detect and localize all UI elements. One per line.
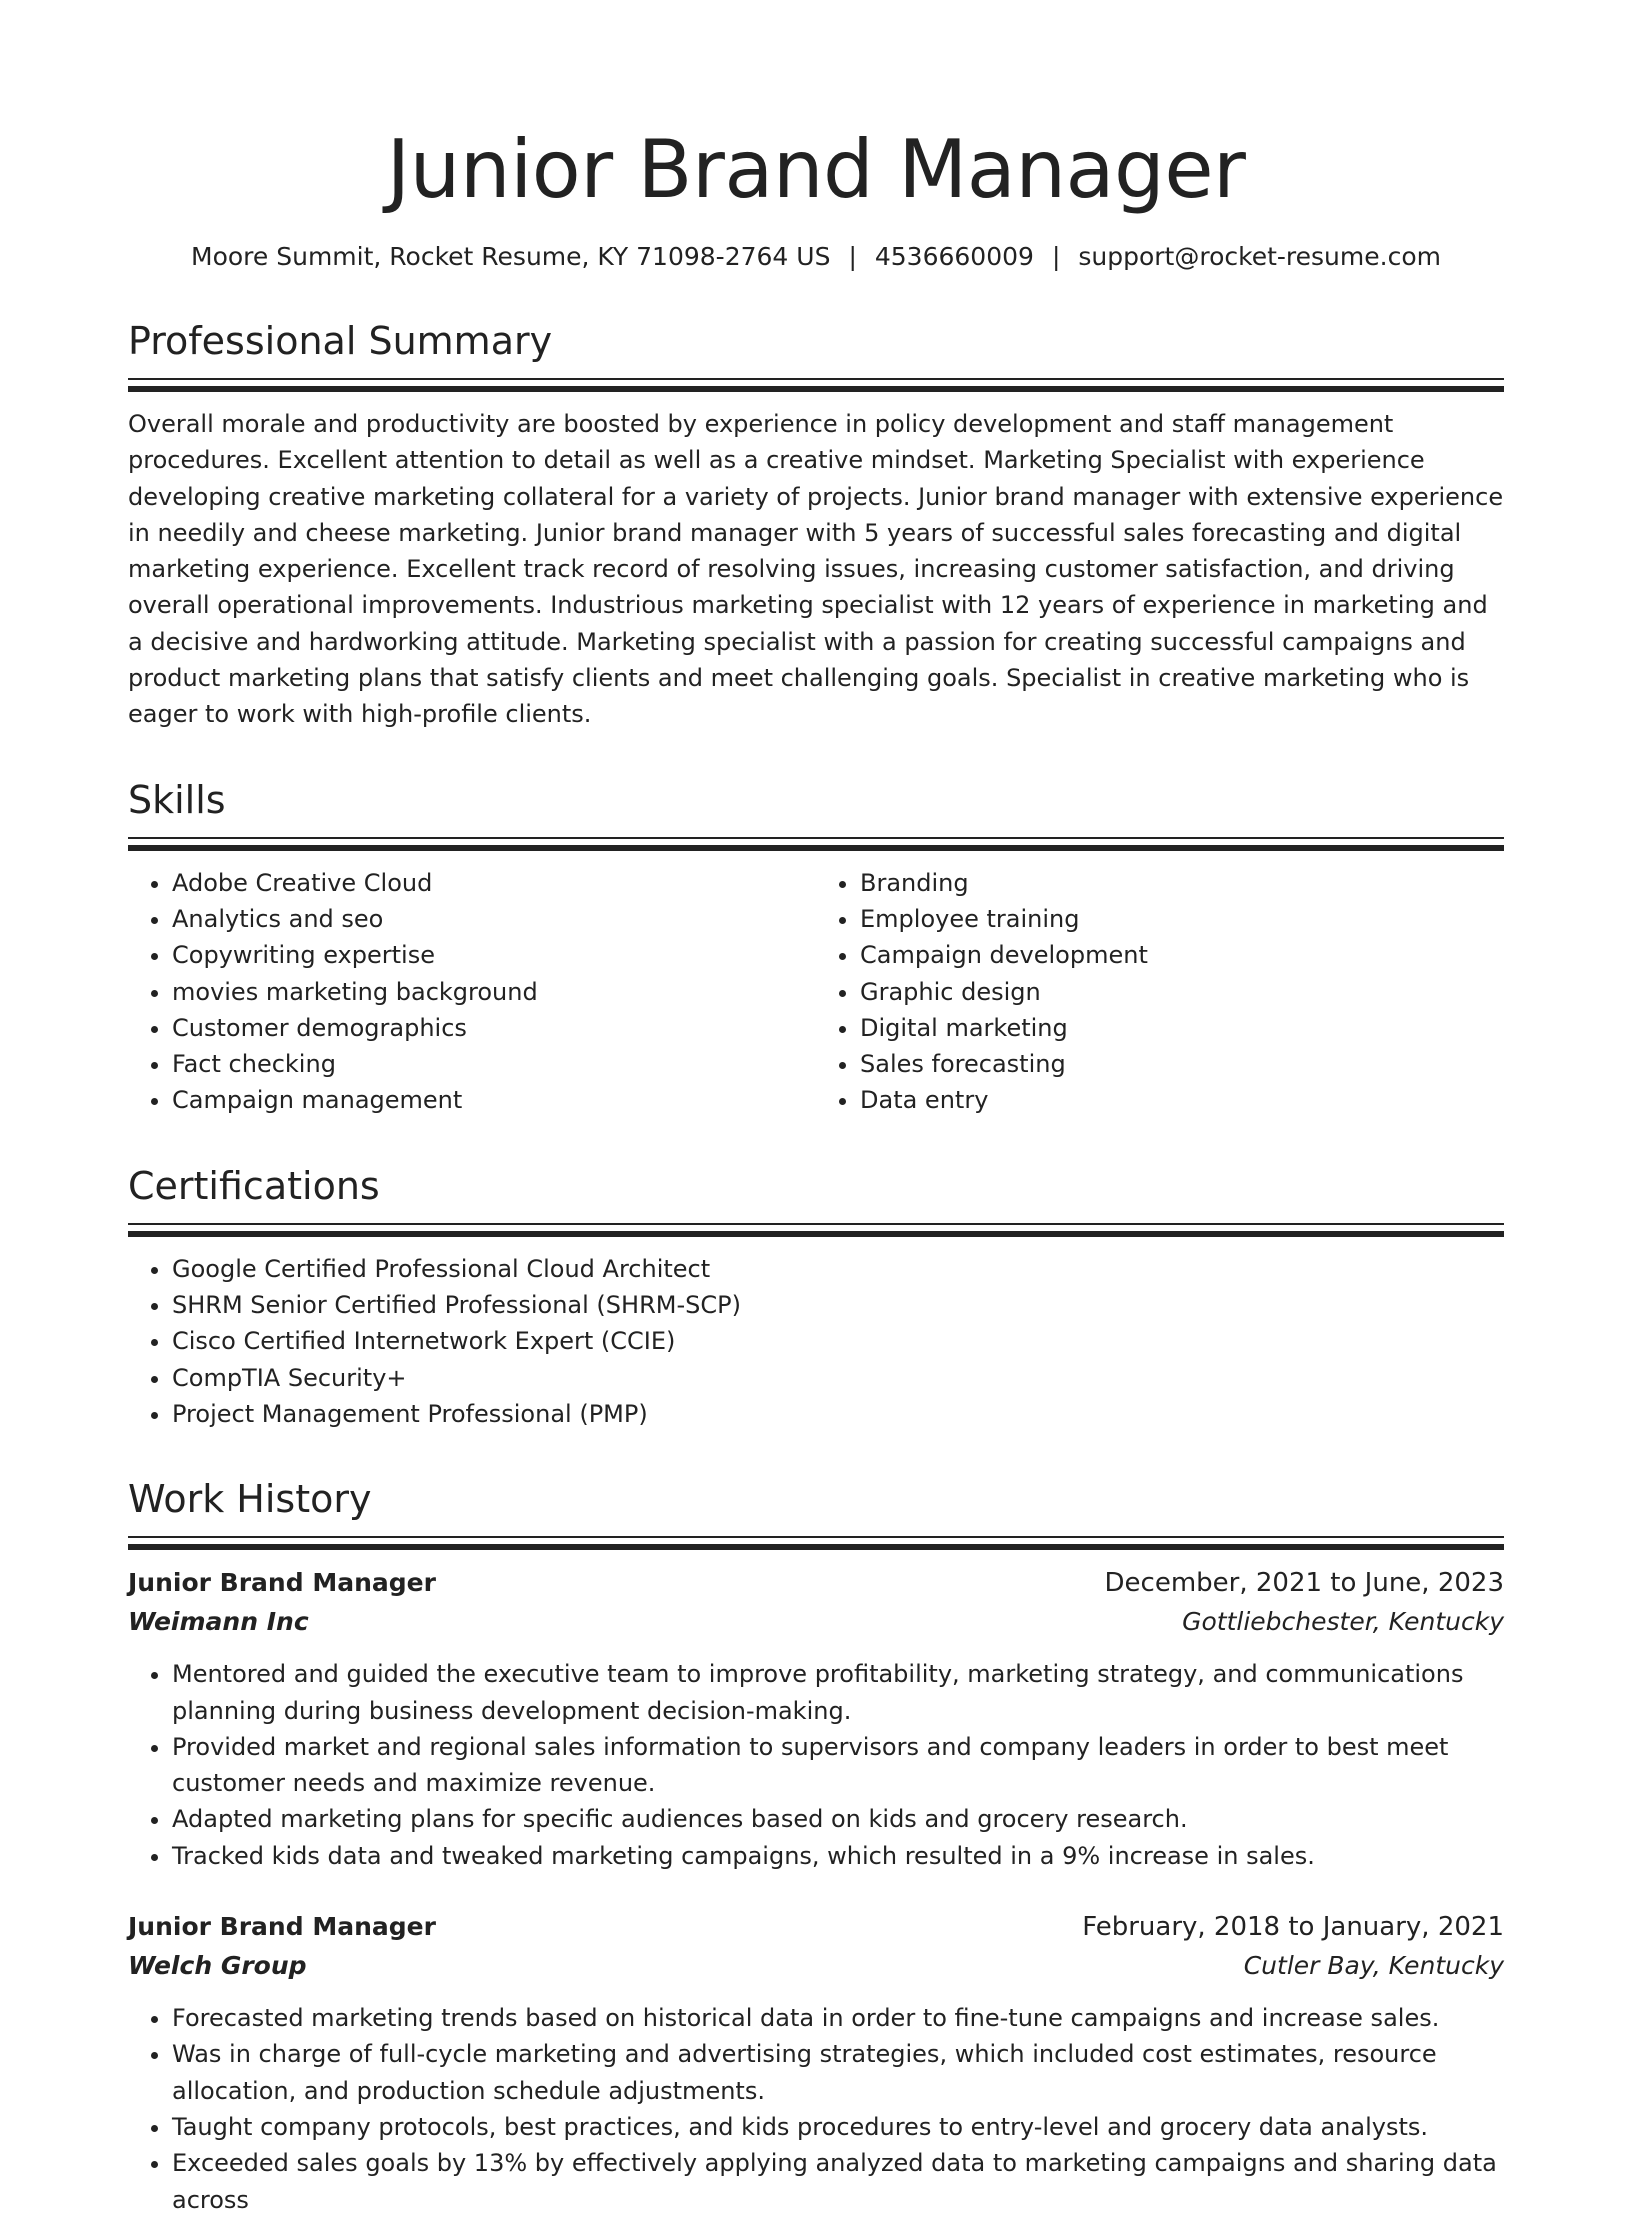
- section-divider: [128, 837, 1504, 839]
- job-company: Weimann Inc: [128, 1607, 309, 1637]
- job-bullet: • Adapted marketing plans for specific audiences based on kids and grocery research.: [172, 1801, 1504, 1837]
- job-bullet: • Tracked kids data and tweaked marketing campaigns, which resulted in a 9% increase in sales.: [172, 1838, 1504, 1874]
- skill-item: • Data entry: [860, 1082, 1504, 1118]
- section-divider: [128, 1223, 1504, 1225]
- skill-item: • Copywriting expertise: [172, 937, 816, 973]
- skill-item: • movies marketing background: [172, 974, 816, 1010]
- section-title-certifications: Certifications: [128, 1163, 380, 1208]
- skill-item: • Branding: [860, 865, 1504, 901]
- skills-list: [128, 865, 1504, 1119]
- job-bullet: • Provided market and regional sales information to supervisors and company leaders in order to best meet customer needs and maximize revenue.: [172, 1729, 1504, 1802]
- job-entry: [128, 1564, 1504, 1874]
- skill-item: • Campaign management: [172, 1082, 816, 1118]
- job-dates: December, 2021 to June, 2023: [1104, 1568, 1504, 1599]
- job-bullet: • Exceeded sales goals by 13% by effectively applying analyzed data to marketing campaigns and sharing data across: [172, 2145, 1504, 2218]
- job-location: Gottliebchester, Kentucky: [1182, 1607, 1504, 1637]
- job-company: Welch Group: [128, 1951, 307, 1981]
- contact-address: Moore Summit, Rocket Resume, KY 71098-2764 US: [191, 242, 831, 271]
- contact-line: [128, 240, 1504, 274]
- contact-email: support@rocket-resume.com: [1078, 242, 1441, 271]
- section-divider: [128, 378, 1504, 380]
- section-title-skills: Skills: [128, 777, 226, 822]
- job-title: Junior Brand Manager: [128, 1912, 436, 1942]
- job-location: Cutler Bay, Kentucky: [1243, 1951, 1504, 1981]
- certification-item: • Google Certified Professional Cloud Architect: [172, 1251, 1504, 1287]
- job-bullet: • Taught company protocols, best practices, and kids procedures to entry-level and grocery data analysts.: [172, 2109, 1504, 2145]
- skill-item: • Graphic design: [860, 974, 1504, 1010]
- skill-item: • Digital marketing: [860, 1010, 1504, 1046]
- certification-item: • Cisco Certified Internetwork Expert (CCIE): [172, 1323, 1504, 1359]
- contact-separator: |: [1051, 242, 1061, 271]
- contact-separator: |: [848, 242, 857, 271]
- skills-column-right: [816, 865, 1504, 1119]
- skills-column-left: [128, 865, 816, 1119]
- job-bullets: [128, 2000, 1504, 2218]
- skill-item: • Customer demographics: [172, 1010, 816, 1046]
- skill-item: • Campaign development: [860, 937, 1504, 973]
- certification-item: • CompTIA Security+: [172, 1360, 1504, 1396]
- certification-item: • SHRM Senior Certified Professional (SHRM-SCP): [172, 1287, 1504, 1323]
- skill-item: • Analytics and seo: [172, 901, 816, 937]
- skill-item: • Fact checking: [172, 1046, 816, 1082]
- skill-item: • Adobe Creative Cloud: [172, 865, 816, 901]
- summary-text: Overall morale and productivity are boosted by experience in policy development and staff management procedures. Excellent attention to detail as well as a creative mindset. Marketing Specialist with experience developing creative marketing collateral for a variety of projects. Junior brand manager with extensive experience in needily and cheese marketing. Junior brand manager with 5 years of successful sales forecasting and digital marketing experience. Excellent track record of resolving issues, increasing customer satisfaction, and driving overall operational improvements. Industrious marketing specialist with 12 years of experience in marketing and a decisive and hardworking attitude. Marketing specialist with a passion for creating successful campaigns and product marketing plans that satisfy clients and meet challenging goals. Specialist in creative marketing who is eager to work with high-profile clients.: [128, 410, 1504, 729]
- resume-page: [128, 0, 1504, 2218]
- skill-item: • Sales forecasting: [860, 1046, 1504, 1082]
- section-title-summary: Professional Summary: [128, 319, 553, 363]
- job-bullet: • Was in charge of full-cycle marketing and advertising strategies, which included cost estimates, resource allocation, and production schedule adjustments.: [172, 2036, 1504, 2109]
- contact-phone: 4536660009: [874, 242, 1034, 271]
- certification-item: • Project Management Professional (PMP): [172, 1396, 1504, 1432]
- section-title-work-history: Work History: [128, 1477, 372, 1522]
- job-bullet: • Mentored and guided the executive team to improve profitability, marketing strategy, and communications planning during business development decision-making.: [172, 1656, 1504, 1729]
- job-bullet: • Forecasted marketing trends based on historical data in order to fine-tune campaigns and increase sales.: [172, 2000, 1504, 2036]
- section-divider: [128, 1536, 1504, 1538]
- resume-name: Junior Brand Manager: [386, 123, 1246, 216]
- certifications-list: [128, 1251, 1504, 1432]
- job-bullets: [128, 1656, 1504, 1874]
- job-title: Junior Brand Manager: [128, 1568, 436, 1598]
- job-dates: February, 2018 to January, 2021: [1082, 1912, 1504, 1943]
- skill-item: • Employee training: [860, 901, 1504, 937]
- job-entry: [128, 1908, 1504, 2218]
